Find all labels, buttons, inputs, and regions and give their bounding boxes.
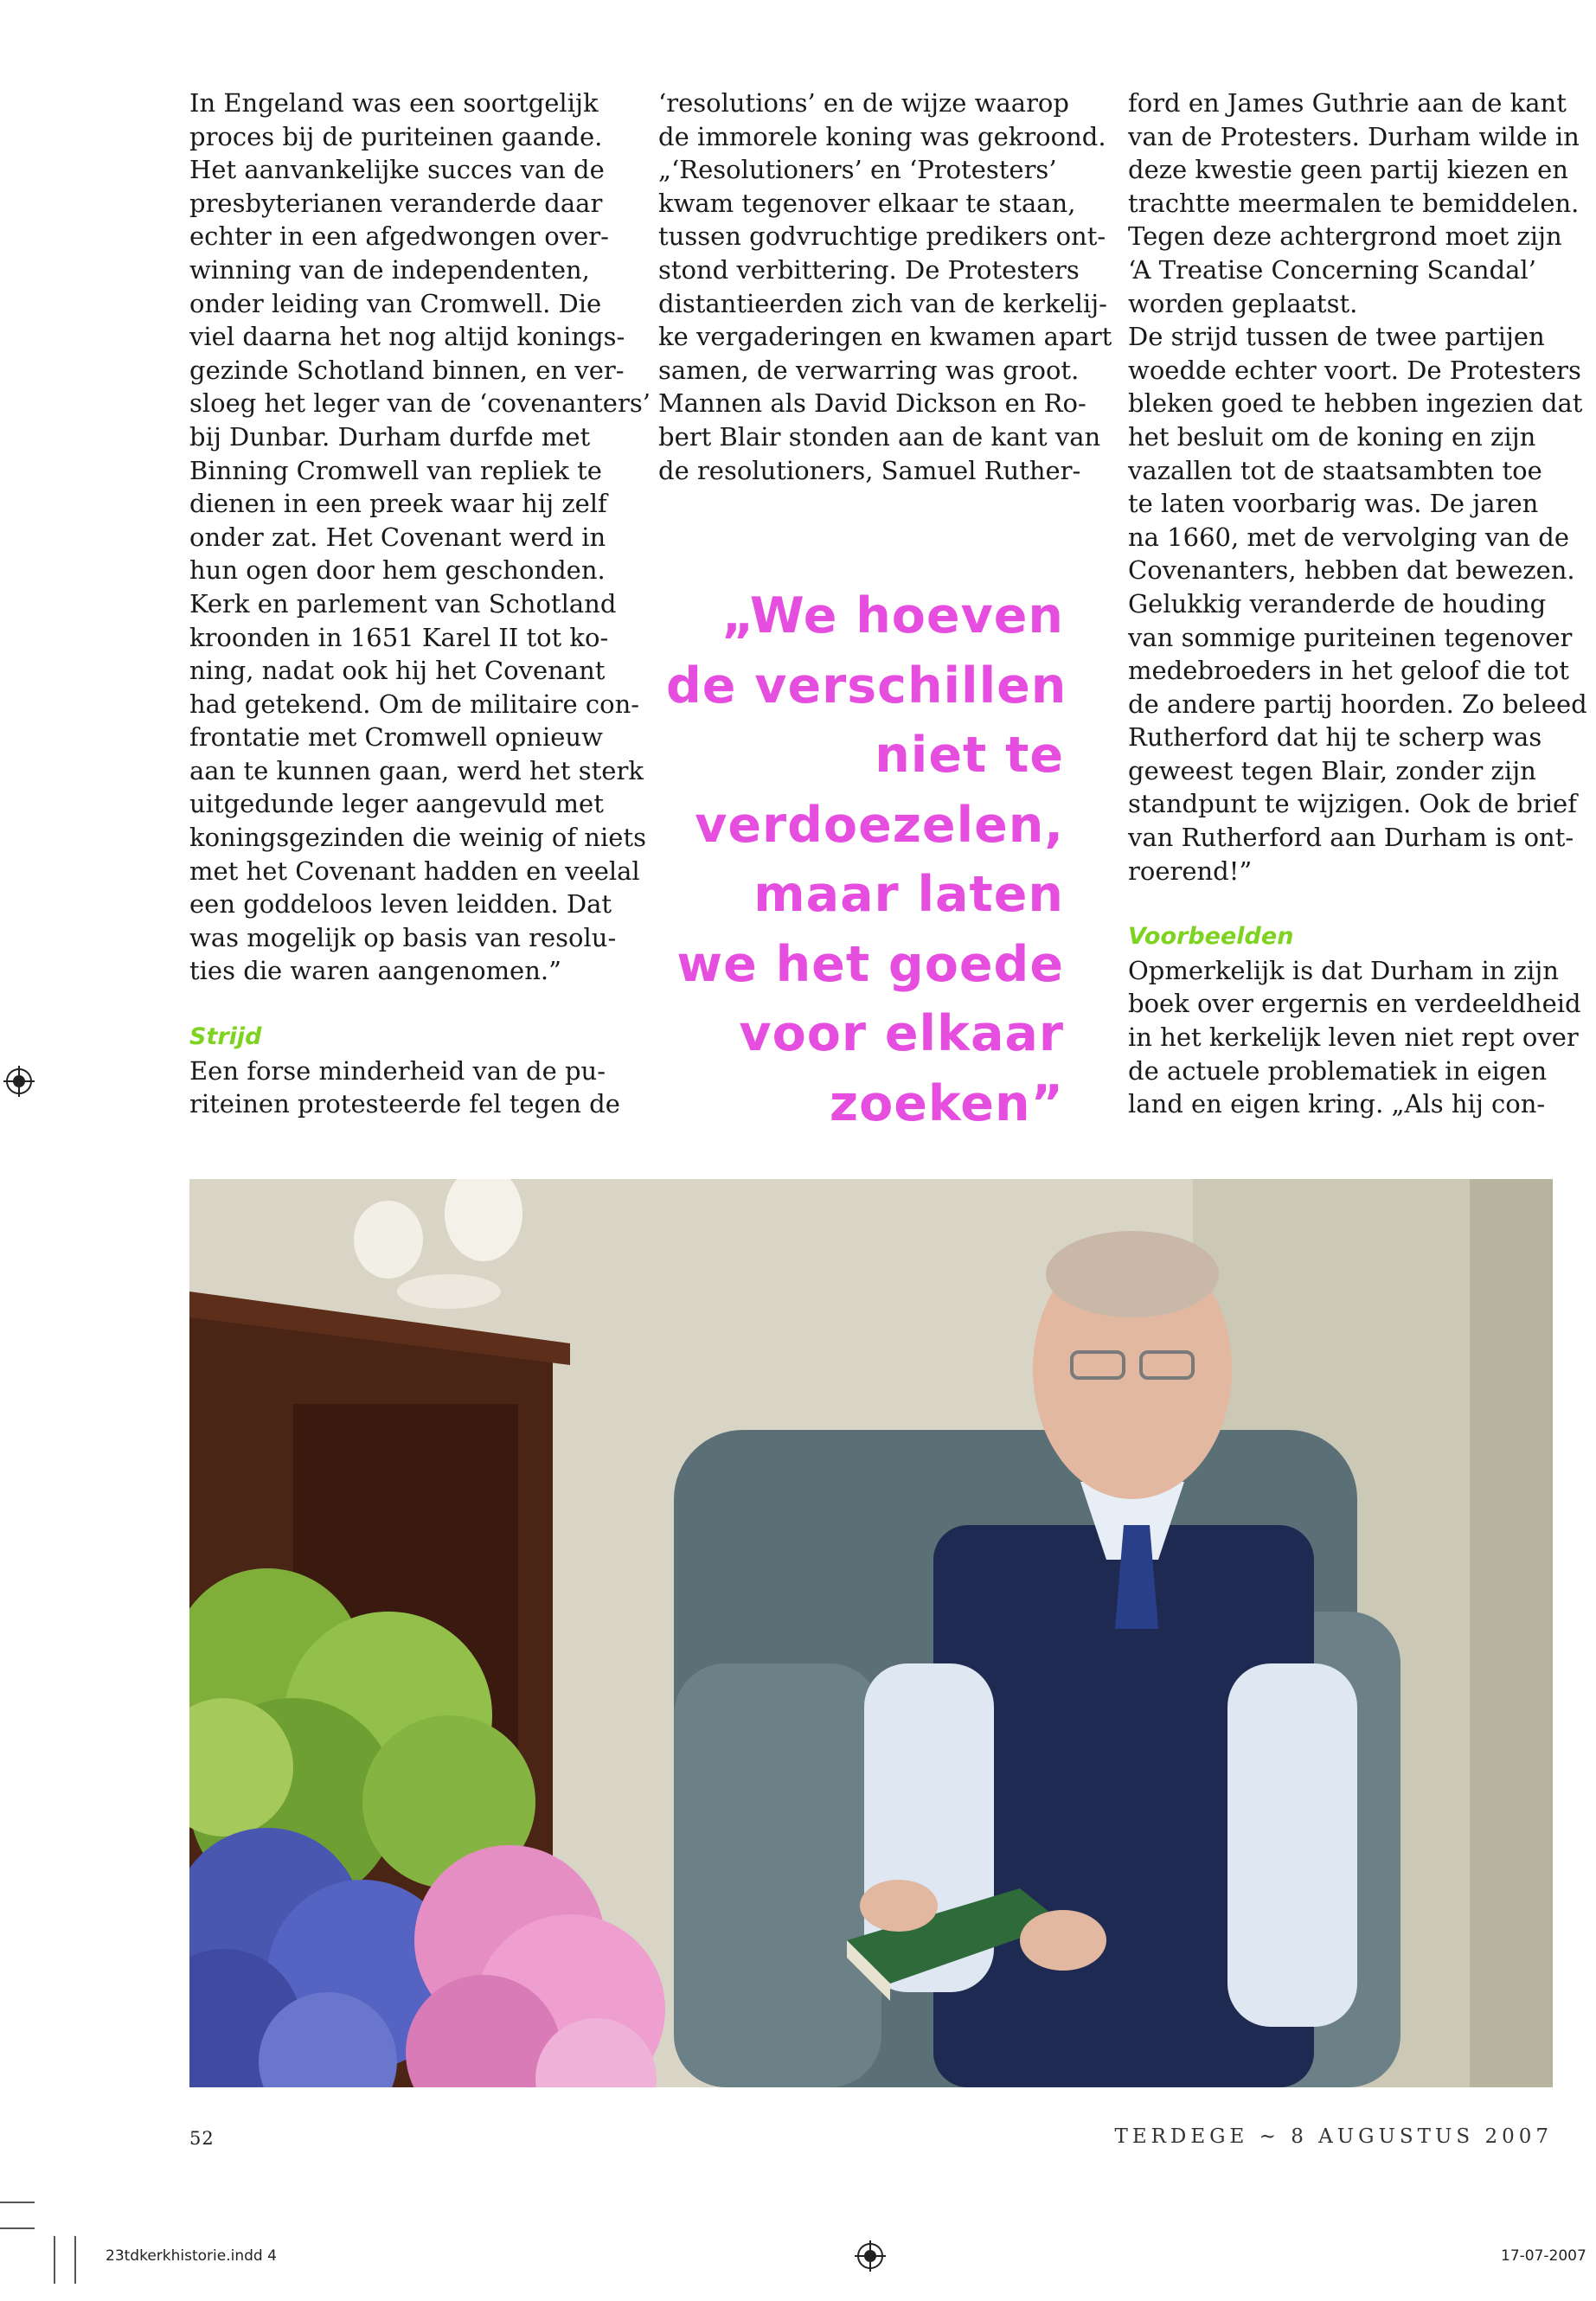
text-line: trachtte meermalen te bemiddelen. <box>1128 188 1580 218</box>
text-line: ford en James Guthrie aan de kant <box>1128 88 1567 118</box>
text-line: winning van de independenten, <box>189 254 590 285</box>
text-line: ‘A Treatise Concerning Scandal’ <box>1128 254 1536 285</box>
text-line: onder leiding van Cromwell. Die <box>189 288 602 318</box>
text-line: samen, de verwarring was groot. <box>658 355 1080 385</box>
text-line: te laten voorbarig was. De jaren <box>1128 489 1539 519</box>
text-line: kroonden in 1651 Karel II tot ko- <box>189 622 609 652</box>
subhead-strijd: Strijd <box>189 1023 262 1051</box>
text-line: presbyterianen veranderde daar <box>189 188 603 218</box>
text-line: Gelukkig veranderde de houding <box>1128 588 1547 619</box>
text-line: koningsgezinden die weinig of niets <box>189 823 646 853</box>
pull-quote-line: maar laten <box>753 866 1064 923</box>
text-line: de immorele koning was gekroond. <box>658 121 1106 151</box>
text-line: in het kerkelijk leven niet rept over <box>1128 1022 1579 1053</box>
crop-mark <box>0 2227 35 2229</box>
pull-quote-line: „We hoeven <box>721 587 1064 644</box>
text-line: Een forse minderheid van de pu- <box>189 1055 606 1086</box>
crop-mark <box>0 2202 35 2203</box>
text-line: de andere partij hoorden. Zo beleed <box>1128 689 1587 719</box>
text-line: van de Protesters. Durham wilde in <box>1128 121 1580 151</box>
text-line: Kerk en parlement van Schotland <box>189 588 617 619</box>
column-3-body-text <box>1128 87 1587 888</box>
text-line: een goddeloos leven leidden. Dat <box>189 889 612 920</box>
text-line: roerend!” <box>1128 856 1253 886</box>
text-line: hun ogen door hem geschonden. <box>189 555 606 586</box>
text-line: ‘resolutions’ en de wijze waarop <box>658 88 1069 118</box>
text-line: de actuele problematiek in eigen <box>1128 1055 1548 1086</box>
text-line: Opmerkelijk is dat Durham in zijn <box>1128 955 1559 985</box>
registration-mark-bottom-icon <box>855 2240 886 2272</box>
pull-quote-line: verdoezelen, <box>695 796 1064 854</box>
text-line: woedde echter voort. De Protesters <box>1128 355 1581 385</box>
text-line: boek over ergernis en verdeeldheid <box>1128 989 1581 1019</box>
text-line: ke vergaderingen en kwamen apart <box>658 322 1112 352</box>
pull-quote-line: de verschillen <box>666 657 1067 715</box>
text-line: Mannen als David Dickson en Ro- <box>658 388 1086 419</box>
article-column-3 <box>1128 87 1587 1121</box>
pull-quote-line: we het goede <box>676 935 1064 993</box>
text-line: Tegen deze achtergrond moet zijn <box>1128 221 1562 252</box>
text-line: frontatie met Cromwell opnieuw <box>189 722 603 753</box>
article-column-2 <box>658 87 1112 487</box>
crop-mark <box>54 2236 55 2284</box>
text-line: onder zat. Het Covenant werd in <box>189 522 606 552</box>
text-line: ning, nadat ook hij het Covenant <box>189 656 606 686</box>
portrait-photo-illustration <box>189 1179 1553 2087</box>
text-line: In Engeland was een soortgelijk <box>189 88 599 118</box>
text-line: na 1660, met de vervolging van de <box>1128 522 1570 552</box>
text-line: De strijd tussen de twee partijen <box>1128 322 1545 352</box>
running-footer: TERDEGE ~ 8 AUGUSTUS 2007 <box>1114 2125 1553 2148</box>
text-line: had getekend. Om de militaire con- <box>189 689 640 719</box>
column-1-body-text <box>189 87 651 988</box>
text-line: sloeg het leger van de ‘covenanters’ <box>189 388 651 419</box>
text-line: land en eigen kring. „Als hij con- <box>1128 1089 1546 1119</box>
text-line: van sommige puriteinen tegenover <box>1128 622 1573 652</box>
text-line: medebroeders in het geloof die tot <box>1128 656 1569 686</box>
page-number: 52 <box>189 2128 215 2149</box>
text-line: het besluit om de koning en zijn <box>1128 421 1536 452</box>
pull-quote-line: niet te <box>875 727 1064 784</box>
subhead-voorbeelden: Voorbeelden <box>1128 923 1294 951</box>
print-slug-date: 17-07-2007 <box>1501 2247 1586 2265</box>
pull-quote-line: voor elkaar <box>739 1005 1064 1062</box>
text-line: distantieerden zich van de kerkelij- <box>658 288 1107 318</box>
text-line: deze kwestie geen partij kiezen en <box>1128 155 1568 185</box>
column-2-body-text <box>658 87 1112 487</box>
text-line: uitgedunde leger aangevuld met <box>189 789 604 819</box>
text-line: Covenanters, hebben dat bewezen. <box>1128 555 1575 586</box>
text-line: de resolutioners, Samuel Ruther- <box>658 455 1081 485</box>
article-column-1 <box>189 87 651 1121</box>
column-3-after-subhead-text <box>1128 954 1581 1121</box>
text-line: met het Covenant hadden en veelal <box>189 856 640 886</box>
text-line: bij Dunbar. Durham durfde met <box>189 421 591 452</box>
column-1-after-subhead-text <box>189 1054 622 1121</box>
registration-mark-left-icon <box>3 1066 35 1097</box>
portrait-photo <box>189 1179 1553 2087</box>
text-line: „‘Resolutioners’ en ‘Protesters’ <box>658 155 1057 185</box>
text-line: bleken goed te hebben ingezien dat <box>1128 388 1583 419</box>
text-line: was mogelijk op basis van resolu- <box>189 922 617 952</box>
text-line: dienen in een preek waar hij zelf <box>189 489 607 519</box>
text-line: bert Blair stonden aan de kant van <box>658 421 1101 452</box>
text-line: aan te kunnen gaan, werd het sterk <box>189 755 644 785</box>
pull-quote <box>666 581 1067 1138</box>
text-line: kwam tegenover elkaar te staan, <box>658 188 1076 218</box>
text-line: riteinen protesteerde fel tegen de <box>189 1089 620 1119</box>
text-line: van Rutherford aan Durham is ont- <box>1128 823 1574 853</box>
text-line: stond verbittering. De Protesters <box>658 254 1080 285</box>
text-line: vazallen tot de staatsambten toe <box>1128 455 1542 485</box>
text-line: tussen godvruchtige predikers ont- <box>658 221 1106 252</box>
text-line: worden geplaatst. <box>1128 288 1358 318</box>
text-line: gezinde Schotland binnen, en ver- <box>189 355 625 385</box>
print-slug-filename: 23tdkerkhistorie.indd 4 <box>106 2247 277 2265</box>
text-line: Binning Cromwell van repliek te <box>189 455 602 485</box>
text-line: proces bij de puriteinen gaande. <box>189 121 603 151</box>
text-line: geweest tegen Blair, zonder zijn <box>1128 755 1536 785</box>
text-line: standpunt te wijzigen. Ook de brief <box>1128 789 1577 819</box>
text-line: Rutherford dat hij te scherp was <box>1128 722 1542 753</box>
text-line: viel daarna het nog altijd konings- <box>189 322 625 352</box>
text-line: echter in een afgedwongen over- <box>189 221 609 252</box>
pull-quote-line: zoeken” <box>829 1074 1064 1132</box>
text-line: Het aanvankelijke succes van de <box>189 155 605 185</box>
crop-mark <box>74 2236 76 2284</box>
text-line: ties die waren aangenomen.” <box>189 956 561 986</box>
